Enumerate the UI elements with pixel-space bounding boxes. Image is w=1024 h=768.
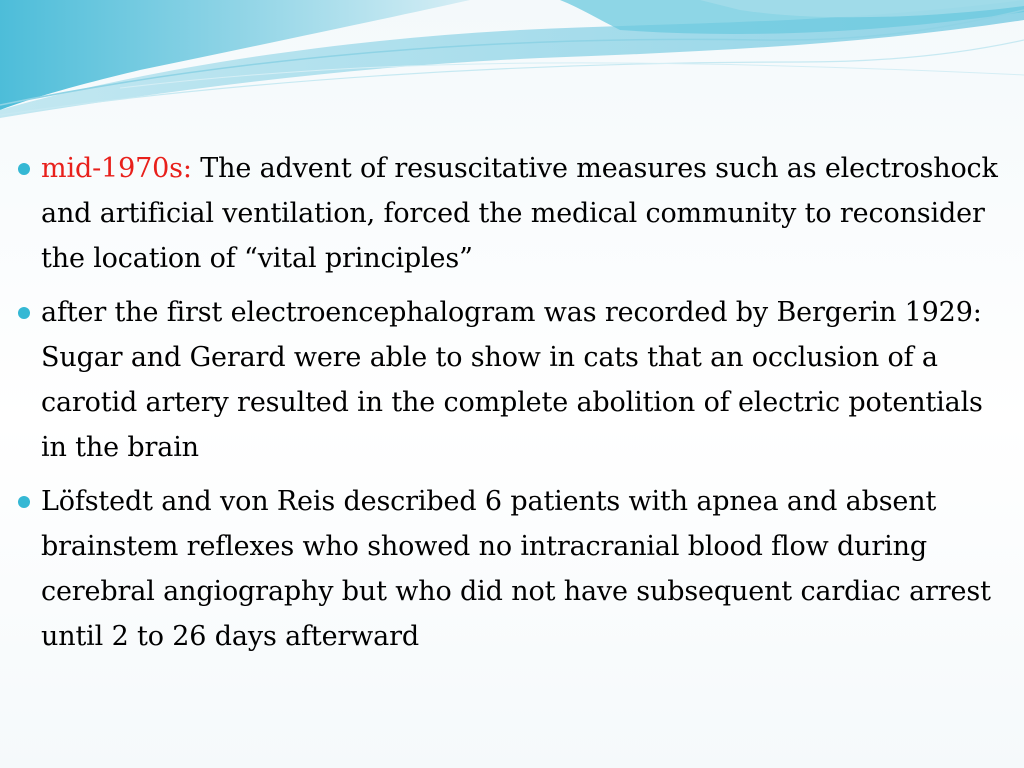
slide-content: [18, 146, 1008, 668]
bullet-list: [18, 146, 1008, 659]
bullet-text: The advent of resuscitative measures such as electroshock and artificial ventilation, forced the medical community to reconsider the location of “vital principles”: [41, 153, 998, 274]
bullet-item: [18, 290, 1008, 470]
wave-header-decoration: [0, 0, 1024, 135]
bullet-text: Löfstedt and von Reis described 6 patients with apnea and absent brainstem reflexes who showed no intracranial blood flow during cerebral angiography but who did not have subsequent cardiac arrest until 2 to 26 days afterward: [41, 486, 991, 652]
bullet-item: [18, 479, 1008, 659]
bullet-text: after the first electroencephalogram was recorded by Bergerin 1929: Sugar and Gerard were able to show in cats that an occlusion of a carotid artery resulted in the complete abolition of electric potentials in the brain: [41, 297, 983, 463]
bullet-dot-icon: [18, 496, 30, 508]
bullet-item: [18, 146, 1008, 281]
bullet-dot-icon: [18, 307, 30, 319]
highlight-text: mid-1970s:: [41, 153, 192, 184]
bullet-dot-icon: [18, 163, 30, 175]
